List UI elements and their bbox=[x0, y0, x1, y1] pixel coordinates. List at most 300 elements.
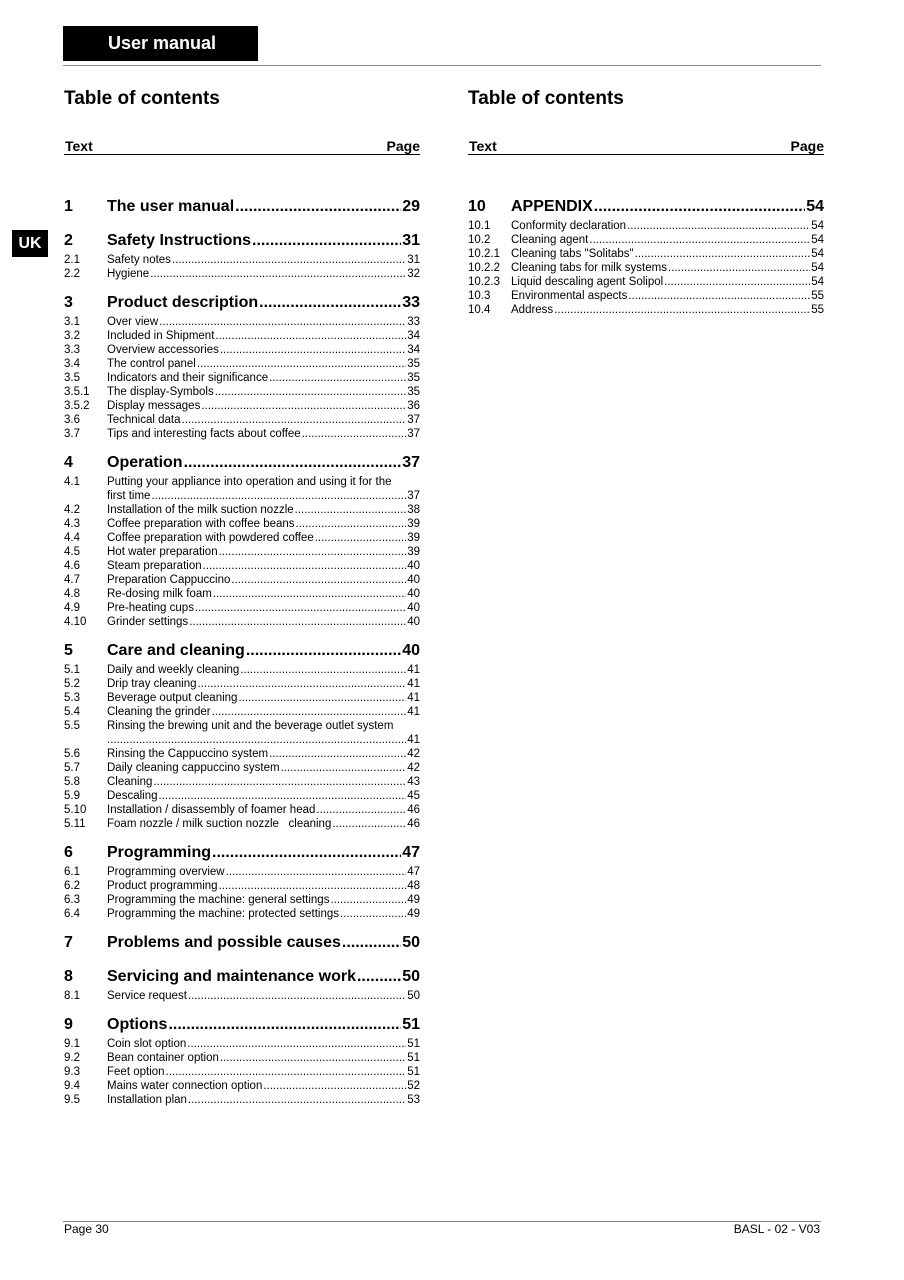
entry-title: Coffee preparation with powdered coffee bbox=[107, 532, 314, 544]
chapter-title: The user manual bbox=[107, 198, 235, 215]
entry-page: 45 bbox=[407, 790, 420, 802]
leader-dots bbox=[259, 294, 401, 312]
entry-number: 5.4 bbox=[64, 706, 80, 718]
entry-title: Descaling bbox=[107, 790, 158, 802]
leader-dots bbox=[203, 560, 407, 572]
chapter-number: 5 bbox=[64, 642, 73, 659]
entry-title: Programming the machine: protected settings bbox=[107, 908, 340, 920]
entry-page: 35 bbox=[407, 358, 420, 370]
toc-entry[interactable] bbox=[468, 234, 824, 248]
entry-number: 4.9 bbox=[64, 602, 80, 614]
entry-number: 5.10 bbox=[64, 804, 87, 816]
toc-entry[interactable] bbox=[64, 344, 420, 358]
toc-entry[interactable] bbox=[64, 1052, 420, 1066]
toc-entry[interactable] bbox=[64, 748, 420, 762]
chapter-number: 10 bbox=[468, 198, 486, 215]
entry-page: 54 bbox=[811, 220, 824, 232]
toc-entry[interactable] bbox=[64, 1038, 420, 1052]
toc-entry[interactable] bbox=[64, 602, 420, 616]
header-divider bbox=[63, 65, 821, 66]
toc-entry[interactable] bbox=[64, 818, 420, 832]
toc-entry[interactable] bbox=[468, 290, 824, 304]
leader-dots bbox=[252, 232, 401, 250]
leader-dots bbox=[628, 290, 810, 302]
entry-page: 39 bbox=[407, 546, 420, 558]
entry-number: 5.5 bbox=[64, 720, 80, 732]
toc-column-header bbox=[64, 137, 420, 155]
toc-entry[interactable] bbox=[64, 518, 420, 532]
chapter-number: 1 bbox=[64, 198, 73, 215]
entry-title: Installation plan bbox=[107, 1094, 187, 1106]
toc-entry[interactable] bbox=[64, 316, 420, 330]
entry-title: Over view bbox=[107, 316, 159, 328]
leader-dots bbox=[342, 934, 401, 952]
leader-dots bbox=[238, 692, 406, 704]
entry-title: Foam nozzle / milk suction nozzle cleaning bbox=[107, 818, 332, 830]
entry-number: 5.7 bbox=[64, 762, 80, 774]
leader-dots bbox=[219, 880, 407, 892]
entry-page: 34 bbox=[407, 344, 420, 356]
entry-number: 6.2 bbox=[64, 880, 80, 892]
entry-page: 55 bbox=[811, 290, 824, 302]
entry-number: 3.2 bbox=[64, 330, 80, 342]
entry-number: 10.2.1 bbox=[468, 248, 500, 260]
entry-page: 37 bbox=[407, 490, 420, 502]
entry-title: Programming overview bbox=[107, 866, 225, 878]
toc-entry[interactable] bbox=[64, 330, 420, 344]
entry-title: Grinder settings bbox=[107, 616, 189, 628]
toc-chapter[interactable] bbox=[64, 844, 420, 866]
entry-number: 3.3 bbox=[64, 344, 80, 356]
toc-entry[interactable] bbox=[64, 776, 420, 790]
entry-title: Cleaning agent bbox=[511, 234, 589, 246]
leader-dots bbox=[302, 428, 407, 440]
entry-number: 4.7 bbox=[64, 574, 80, 586]
entry-title: Pre-heating cups bbox=[107, 602, 194, 614]
entry-title: Mains water connection option bbox=[107, 1080, 263, 1092]
entry-number: 5.9 bbox=[64, 790, 80, 802]
entry-number: 10.3 bbox=[468, 290, 491, 302]
entry-number: 9.3 bbox=[64, 1066, 80, 1078]
entry-page: 46 bbox=[407, 818, 420, 830]
entry-title-continued: first time bbox=[107, 490, 151, 502]
leader-dots bbox=[215, 330, 406, 342]
chapter-page: 37 bbox=[402, 454, 420, 471]
entry-number: 4.2 bbox=[64, 504, 80, 516]
chapter-number: 3 bbox=[64, 294, 73, 311]
leader-dots bbox=[594, 198, 805, 216]
chapter-page: 29 bbox=[402, 198, 420, 215]
entry-title: Service request bbox=[107, 990, 187, 1002]
toc-entry[interactable] bbox=[468, 304, 824, 318]
entry-page: 46 bbox=[407, 804, 420, 816]
entry-title: Cleaning the grinder bbox=[107, 706, 211, 718]
toc-entry[interactable] bbox=[64, 400, 420, 414]
entry-number: 10.4 bbox=[468, 304, 491, 316]
toc-chapter[interactable] bbox=[64, 642, 420, 664]
entry-number: 4.1 bbox=[64, 476, 80, 488]
entry-title: Rinsing the brewing unit and the beverage outlet system bbox=[107, 720, 394, 732]
entry-title: Liquid descaling agent Solipol bbox=[511, 276, 664, 288]
leader-dots bbox=[554, 304, 810, 316]
toc-chapter[interactable] bbox=[64, 1016, 420, 1038]
toc-entry[interactable] bbox=[64, 574, 420, 588]
entry-page: 31 bbox=[407, 254, 420, 266]
leader-dots bbox=[668, 262, 810, 274]
entry-page: 40 bbox=[407, 560, 420, 572]
toc-chapter[interactable] bbox=[64, 198, 420, 220]
entry-number: 4.5 bbox=[64, 546, 80, 558]
chapter-number: 4 bbox=[64, 454, 73, 471]
toc-entry[interactable] bbox=[64, 588, 420, 602]
entry-number: 5.3 bbox=[64, 692, 80, 704]
entry-title: Cleaning bbox=[107, 776, 153, 788]
entry-title: Preparation Cappuccino bbox=[107, 574, 231, 586]
toc-entry[interactable] bbox=[64, 1094, 420, 1108]
leader-dots bbox=[664, 276, 810, 288]
entry-number: 2.2 bbox=[64, 268, 80, 280]
leader-dots bbox=[212, 706, 407, 718]
footer-divider bbox=[63, 1221, 821, 1222]
entry-number: 3.1 bbox=[64, 316, 80, 328]
leader-dots bbox=[213, 588, 406, 600]
toc-list bbox=[64, 198, 420, 1108]
toc-title: Table of contents bbox=[468, 88, 624, 109]
entry-page: 51 bbox=[407, 1038, 420, 1050]
entry-title: Drip tray cleaning bbox=[107, 678, 197, 690]
entry-page: 33 bbox=[407, 316, 420, 328]
entry-number: 5.8 bbox=[64, 776, 80, 788]
toc-chapter[interactable] bbox=[64, 232, 420, 254]
leader-dots bbox=[184, 454, 402, 472]
entry-title: Putting your appliance into operation and using it for the bbox=[107, 476, 392, 488]
entry-page: 54 bbox=[811, 262, 824, 274]
leader-dots bbox=[589, 234, 810, 246]
entry-page: 41 bbox=[407, 678, 420, 690]
toc-entry[interactable] bbox=[64, 428, 420, 442]
toc-entry[interactable] bbox=[64, 616, 420, 630]
entry-number: 4.3 bbox=[64, 518, 80, 530]
entry-page: 51 bbox=[407, 1052, 420, 1064]
toc-entry[interactable] bbox=[64, 678, 420, 692]
entry-page: 39 bbox=[407, 518, 420, 530]
entry-number: 4.6 bbox=[64, 560, 80, 572]
toc-entry[interactable] bbox=[64, 880, 420, 894]
entry-title: Installation / disassembly of foamer head bbox=[107, 804, 316, 816]
chapter-title: Programming bbox=[107, 844, 212, 861]
entry-number: 4.8 bbox=[64, 588, 80, 600]
entry-page: 41 bbox=[407, 692, 420, 704]
footer-document-code: BASL - 02 - V03 bbox=[733, 1222, 820, 1236]
toc-entry[interactable] bbox=[64, 386, 420, 400]
leader-dots bbox=[357, 968, 401, 986]
entry-title: Indicators and their significance bbox=[107, 372, 269, 384]
leader-dots bbox=[316, 804, 406, 816]
footer-page-number: Page 30 bbox=[64, 1222, 109, 1236]
chapter-number: 9 bbox=[64, 1016, 73, 1033]
entry-number: 3.6 bbox=[64, 414, 80, 426]
entry-number: 5.2 bbox=[64, 678, 80, 690]
entry-number: 3.5 bbox=[64, 372, 80, 384]
toc-list bbox=[468, 198, 824, 318]
entry-title: Coffee preparation with coffee beans bbox=[107, 518, 295, 530]
leader-dots bbox=[215, 386, 406, 398]
entry-page: 34 bbox=[407, 330, 420, 342]
entry-number: 2.1 bbox=[64, 254, 80, 266]
entry-title: Conformity declaration bbox=[511, 220, 627, 232]
toc-entry[interactable] bbox=[64, 546, 420, 560]
toc-chapter[interactable] bbox=[468, 198, 824, 220]
entry-number: 9.1 bbox=[64, 1038, 80, 1050]
leader-dots bbox=[220, 1052, 406, 1064]
column-label-page: Page bbox=[790, 138, 824, 154]
chapter-number: 7 bbox=[64, 934, 73, 951]
entry-number: 4.10 bbox=[64, 616, 87, 628]
entry-page: 37 bbox=[407, 428, 420, 440]
entry-number: 5.6 bbox=[64, 748, 80, 760]
leader-dots bbox=[187, 1038, 406, 1050]
leader-dots bbox=[281, 762, 407, 774]
chapter-page: 40 bbox=[402, 642, 420, 659]
entry-number: 4.4 bbox=[64, 532, 80, 544]
chapter-title: Product description bbox=[107, 294, 259, 311]
entry-title: Daily and weekly cleaning bbox=[107, 664, 240, 676]
toc-entry[interactable] bbox=[64, 372, 420, 386]
entry-title: Included in Shipment bbox=[107, 330, 215, 342]
chapter-page: 54 bbox=[806, 198, 824, 215]
entry-page: 52 bbox=[407, 1080, 420, 1092]
leader-dots bbox=[240, 664, 406, 676]
chapter-number: 8 bbox=[64, 968, 73, 985]
entry-number: 6.4 bbox=[64, 908, 80, 920]
entry-number: 10.2.3 bbox=[468, 276, 500, 288]
leader-dots bbox=[246, 642, 401, 660]
toc-entry[interactable] bbox=[64, 720, 420, 748]
entry-title: Coin slot option bbox=[107, 1038, 187, 1050]
leader-dots bbox=[340, 908, 406, 920]
entry-title: Hot water preparation bbox=[107, 546, 218, 558]
toc-entry[interactable] bbox=[64, 560, 420, 574]
entry-page: 40 bbox=[407, 574, 420, 586]
entry-title: Daily cleaning cappuccino system bbox=[107, 762, 280, 774]
leader-dots bbox=[330, 894, 406, 906]
entry-number: 10.2.2 bbox=[468, 262, 500, 274]
entry-number: 9.4 bbox=[64, 1080, 80, 1092]
leader-dots bbox=[269, 372, 406, 384]
leader-dots bbox=[269, 748, 406, 760]
chapter-page: 51 bbox=[402, 1016, 420, 1033]
leader-dots bbox=[107, 734, 406, 746]
entry-title: Beverage output cleaning bbox=[107, 692, 238, 704]
entry-page: 32 bbox=[407, 268, 420, 280]
leader-dots bbox=[159, 790, 407, 802]
toc-entry[interactable] bbox=[64, 414, 420, 428]
entry-page: 39 bbox=[407, 532, 420, 544]
column-label-page: Page bbox=[386, 138, 420, 154]
entry-title: Cleaning tabs for milk systems bbox=[511, 262, 667, 274]
entry-title: Installation of the milk suction nozzle bbox=[107, 504, 294, 516]
leader-dots bbox=[159, 316, 406, 328]
entry-number: 5.11 bbox=[64, 818, 86, 830]
toc-entry[interactable] bbox=[468, 220, 824, 234]
leader-dots bbox=[315, 532, 406, 544]
entry-page: 49 bbox=[407, 894, 420, 906]
entry-number: 3.5.1 bbox=[64, 386, 90, 398]
entry-number: 6.3 bbox=[64, 894, 80, 906]
toc-entry[interactable] bbox=[64, 254, 420, 268]
toc-entry[interactable] bbox=[64, 990, 420, 1004]
toc-entry[interactable] bbox=[64, 504, 420, 518]
header-title: User manual bbox=[63, 26, 258, 61]
entry-page: 35 bbox=[407, 372, 420, 384]
entry-page: 54 bbox=[811, 276, 824, 288]
leader-dots bbox=[296, 518, 407, 530]
entry-title: Bean container option bbox=[107, 1052, 219, 1064]
leader-dots bbox=[197, 678, 406, 690]
entry-page: 41 bbox=[407, 706, 420, 718]
entry-number: 3.4 bbox=[64, 358, 80, 370]
toc-entry[interactable] bbox=[64, 692, 420, 706]
entry-title: Tips and interesting facts about coffee bbox=[107, 428, 301, 440]
leader-dots bbox=[235, 198, 401, 216]
entry-number: 6.1 bbox=[64, 866, 80, 878]
entry-page: 51 bbox=[407, 1066, 420, 1078]
entry-page: 40 bbox=[407, 588, 420, 600]
leader-dots bbox=[150, 268, 406, 280]
entry-number: 8.1 bbox=[64, 990, 80, 1002]
toc-entry[interactable] bbox=[64, 706, 420, 720]
leader-dots bbox=[153, 776, 406, 788]
leader-dots bbox=[188, 990, 406, 1002]
toc-chapter[interactable] bbox=[64, 454, 420, 476]
entry-page: 49 bbox=[407, 908, 420, 920]
leader-dots bbox=[201, 400, 406, 412]
leader-dots bbox=[263, 1080, 406, 1092]
chapter-title: APPENDIX bbox=[511, 198, 593, 215]
entry-page: 41 bbox=[407, 734, 420, 746]
entry-page: 53 bbox=[407, 1094, 420, 1106]
toc-entry[interactable] bbox=[64, 664, 420, 678]
entry-title: The control panel bbox=[107, 358, 196, 370]
toc-entry[interactable] bbox=[64, 268, 420, 282]
leader-dots bbox=[226, 866, 407, 878]
entry-title: Environmental aspects bbox=[511, 290, 628, 302]
entry-title: Feet option bbox=[107, 1066, 165, 1078]
leader-dots bbox=[151, 490, 406, 502]
entry-title: Programming the machine: general settings bbox=[107, 894, 330, 906]
entry-number: 3.5.2 bbox=[64, 400, 90, 412]
chapter-title: Care and cleaning bbox=[107, 642, 245, 659]
entry-title: Product programming bbox=[107, 880, 218, 892]
entry-title: Re-dosing milk foam bbox=[107, 588, 212, 600]
entry-title: Display messages bbox=[107, 400, 201, 412]
leader-dots bbox=[332, 818, 406, 830]
toc-entry[interactable] bbox=[64, 790, 420, 804]
leader-dots bbox=[188, 1094, 406, 1106]
toc-chapter[interactable] bbox=[64, 968, 420, 990]
leader-dots bbox=[172, 254, 406, 266]
toc-entry[interactable] bbox=[468, 248, 824, 262]
toc-chapter[interactable] bbox=[64, 294, 420, 316]
toc-entry[interactable] bbox=[64, 476, 420, 504]
toc-title: Table of contents bbox=[64, 88, 220, 109]
leader-dots bbox=[166, 1066, 407, 1078]
leader-dots bbox=[231, 574, 406, 586]
toc-entry[interactable] bbox=[64, 908, 420, 922]
entry-title: Overview accessories bbox=[107, 344, 219, 356]
entry-title: Steam preparation bbox=[107, 560, 202, 572]
entry-page: 37 bbox=[407, 414, 420, 426]
chapter-page: 33 bbox=[402, 294, 420, 311]
leader-dots bbox=[627, 220, 810, 232]
entry-number: 9.5 bbox=[64, 1094, 80, 1106]
leader-dots bbox=[295, 504, 407, 516]
entry-title: Rinsing the Cappuccino system bbox=[107, 748, 269, 760]
entry-number: 9.2 bbox=[64, 1052, 80, 1064]
entry-number: 10.2 bbox=[468, 234, 491, 246]
toc-entry[interactable] bbox=[64, 532, 420, 546]
entry-page: 35 bbox=[407, 386, 420, 398]
chapter-title: Safety Instructions bbox=[107, 232, 252, 249]
entry-page: 47 bbox=[407, 866, 420, 878]
entry-page: 43 bbox=[407, 776, 420, 788]
toc-chapter[interactable] bbox=[64, 934, 420, 956]
entry-title: Address bbox=[511, 304, 554, 316]
entry-page: 54 bbox=[811, 248, 824, 260]
toc-entry[interactable] bbox=[468, 276, 824, 290]
chapter-number: 2 bbox=[64, 232, 73, 249]
entry-page: 40 bbox=[407, 602, 420, 614]
chapter-page: 31 bbox=[402, 232, 420, 249]
toc-entry[interactable] bbox=[64, 866, 420, 880]
entry-page: 36 bbox=[407, 400, 420, 412]
toc-entry[interactable] bbox=[64, 1080, 420, 1094]
leader-dots bbox=[189, 616, 406, 628]
entry-number: 5.1 bbox=[64, 664, 80, 676]
toc-entry[interactable] bbox=[64, 762, 420, 776]
chapter-page: 47 bbox=[402, 844, 420, 861]
leader-dots bbox=[168, 1016, 401, 1034]
entry-title: Technical data bbox=[107, 414, 181, 426]
toc-entry[interactable] bbox=[64, 894, 420, 908]
chapter-title: Options bbox=[107, 1016, 168, 1033]
toc-entry[interactable] bbox=[64, 358, 420, 372]
column-label-text: Text bbox=[65, 138, 93, 154]
leader-dots bbox=[195, 602, 406, 614]
entry-page: 38 bbox=[407, 504, 420, 516]
chapter-page: 50 bbox=[402, 968, 420, 985]
entry-number: 10.1 bbox=[468, 220, 491, 232]
entry-page: 42 bbox=[407, 762, 420, 774]
entry-page: 54 bbox=[811, 234, 824, 246]
leader-dots bbox=[219, 546, 407, 558]
leader-dots bbox=[182, 414, 407, 426]
chapter-title: Operation bbox=[107, 454, 183, 471]
toc-column-header bbox=[468, 137, 824, 155]
chapter-title: Problems and possible causes bbox=[107, 934, 341, 951]
entry-page: 40 bbox=[407, 616, 420, 628]
leader-dots bbox=[635, 248, 811, 260]
entry-title: The display-Symbols bbox=[107, 386, 214, 398]
chapter-page: 50 bbox=[402, 934, 420, 951]
toc-entry[interactable] bbox=[468, 262, 824, 276]
toc-entry[interactable] bbox=[64, 804, 420, 818]
leader-dots bbox=[197, 358, 406, 370]
column-label-text: Text bbox=[469, 138, 497, 154]
entry-page: 55 bbox=[811, 304, 824, 316]
toc-entry[interactable] bbox=[64, 1066, 420, 1080]
chapter-title: Servicing and maintenance work bbox=[107, 968, 356, 985]
